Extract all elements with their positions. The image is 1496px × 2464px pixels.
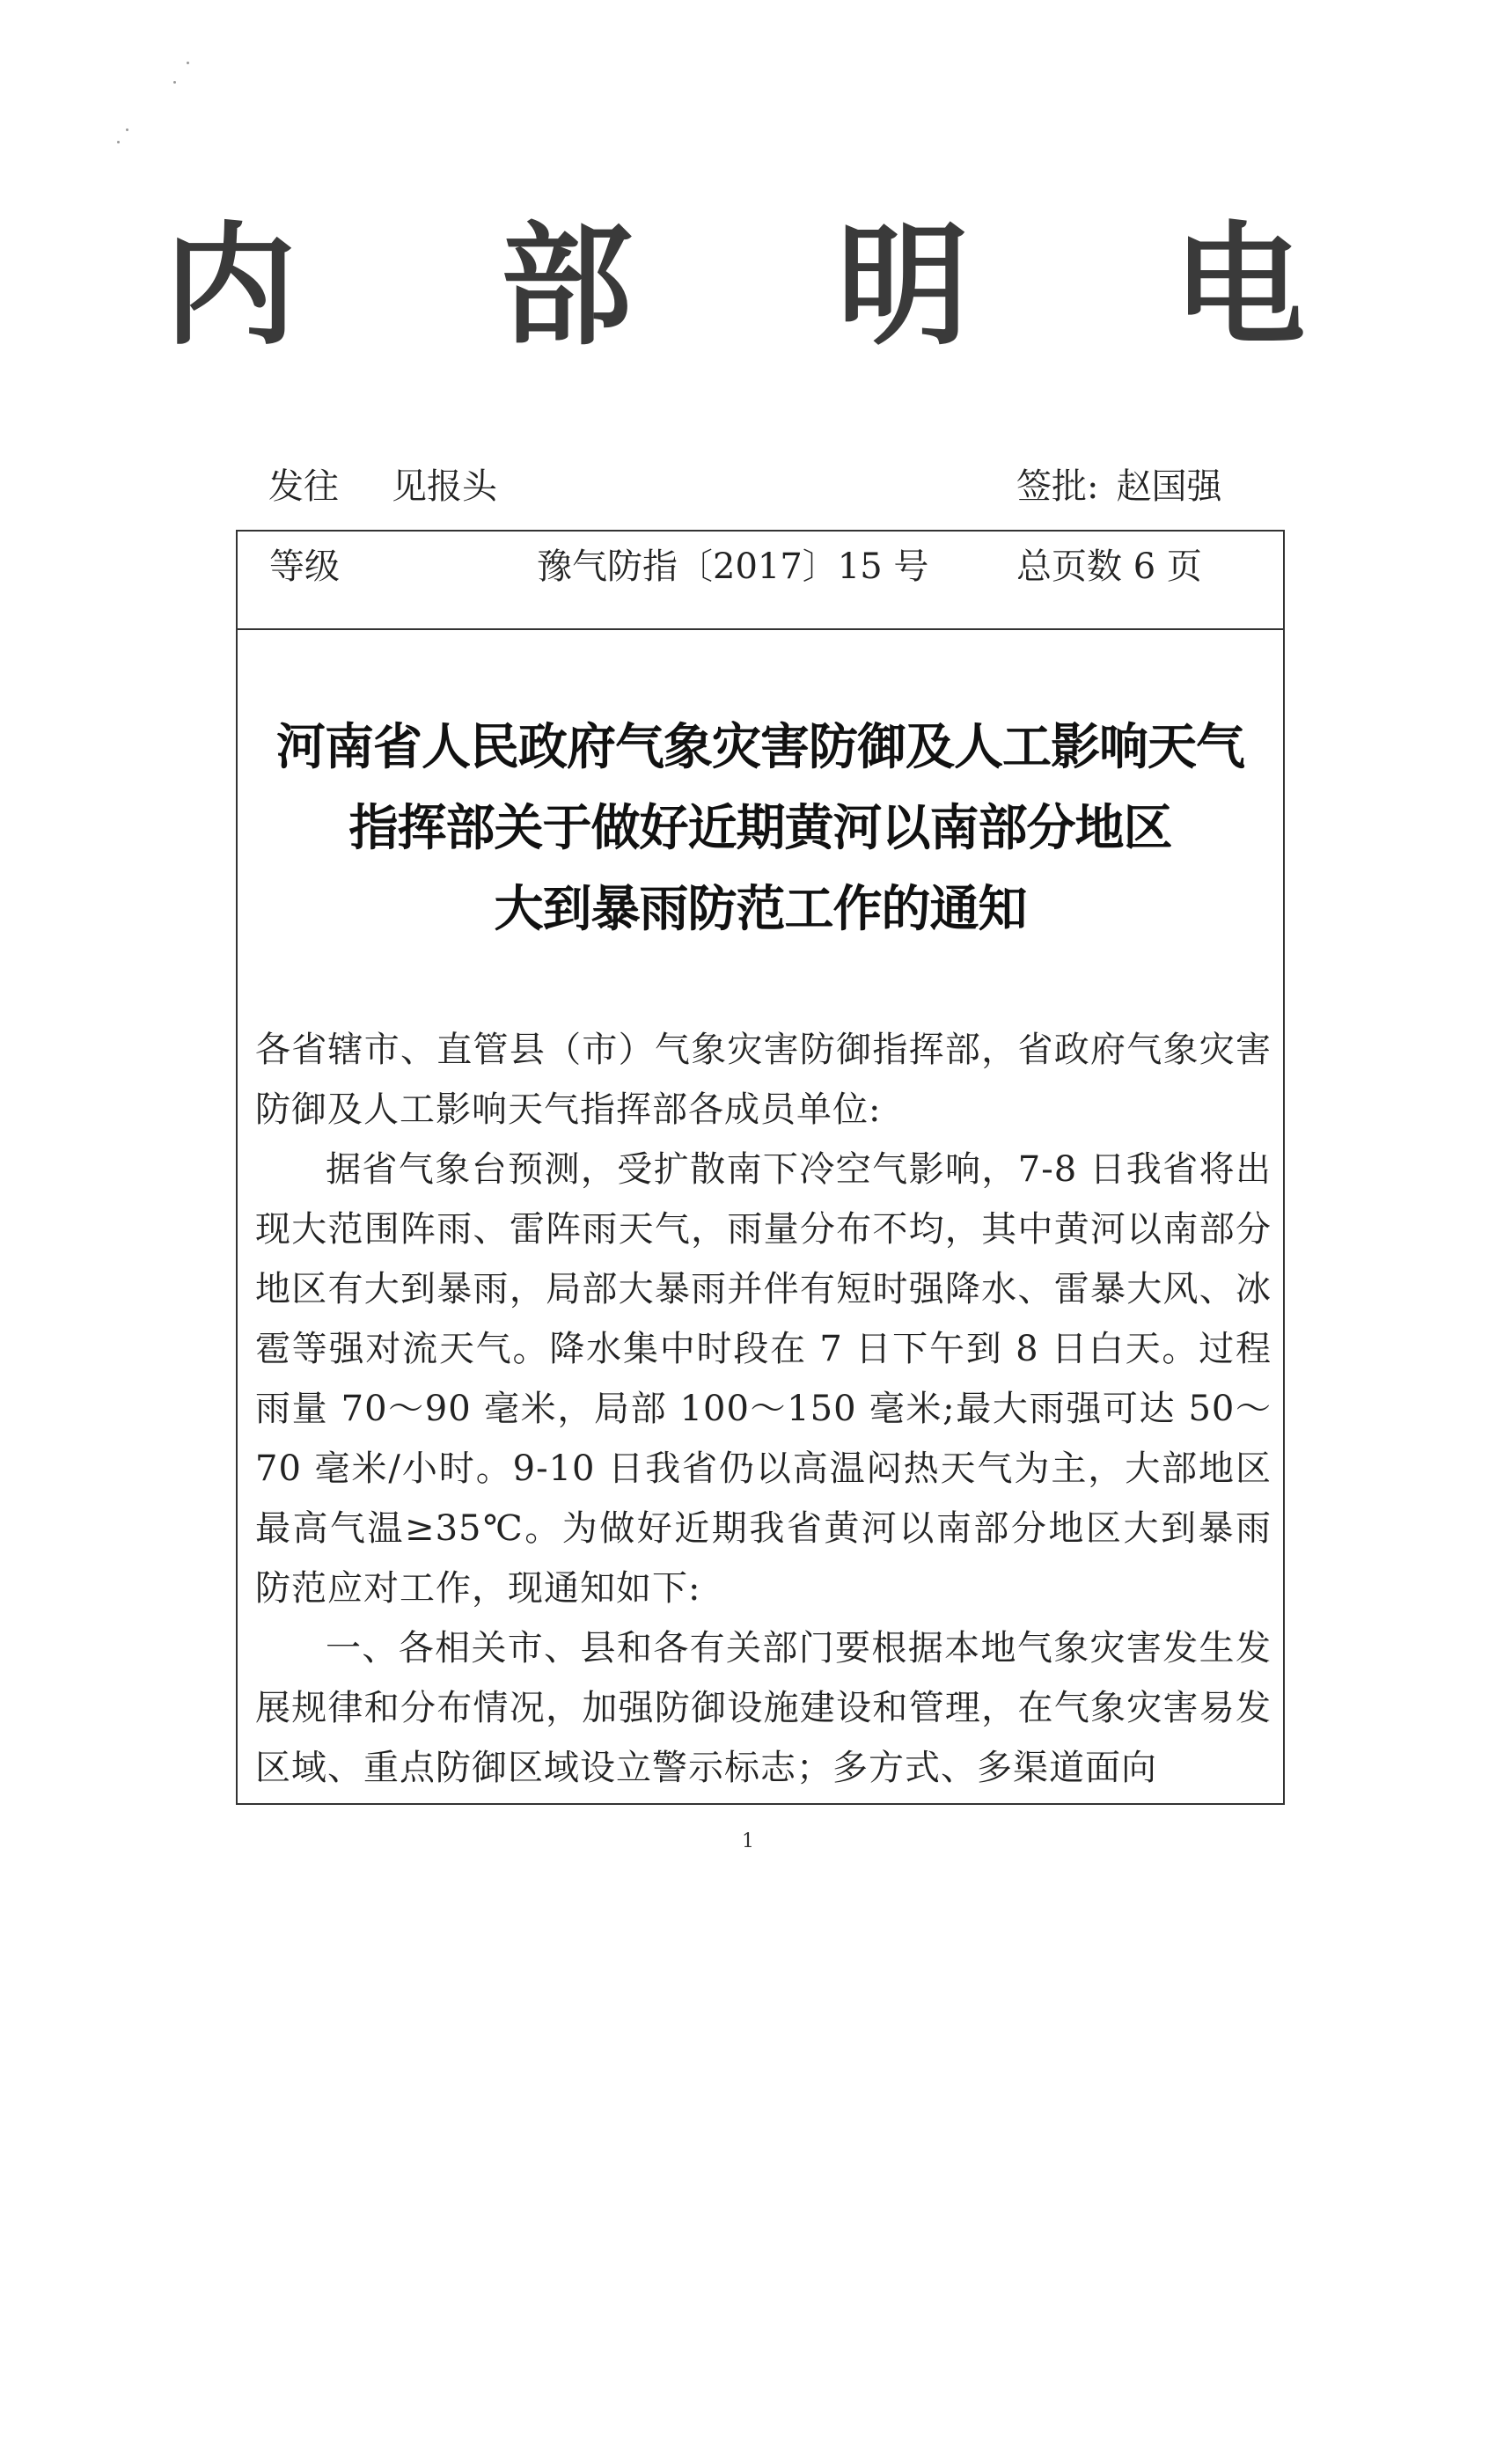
scan-speck [126,128,128,131]
approver-label: 签批: [1016,466,1099,507]
title-line-3: 大到暴雨防范工作的通知 [494,881,1027,938]
approver-value: 赵国强 [1116,466,1222,507]
scan-speck [117,141,120,143]
addressee-paragraph: 各省辖市、直管县（市）气象灾害防御指挥部，省政府气象灾害防御及人工影响天气指挥部各成员单位: [255,1030,1272,1130]
title-line-2: 指挥部关于做好近期黄河以南部分地区 [348,800,1172,857]
document-body [255,1020,1272,1794]
scan-speck [187,62,189,64]
header-row [238,532,1283,630]
document-title [238,708,1283,950]
body-paragraph-2: 一、各相关市、县和各有关部门要根据本地气象灾害发生发展规律和分布情况，加强防御设施建设和管理，在气象灾害易发区域、重点防御区域设立警示标志；多方式、多渠道面向 [255,1628,1272,1788]
scan-speck [173,81,176,84]
send-to-value: 见报头 [392,466,497,507]
page-number: 1 [742,1830,754,1852]
telegram-frame [236,530,1285,1805]
title-line-1: 河南省人民政府气象灾害防御及人工影响天气 [276,719,1244,776]
send-to [268,462,497,511]
body-paragraph-1: 据省气象台预测，受扩散南下冷空气影响，7-8 日我省将出现大范围阵雨、雷阵雨天气，雨量分布不均，其中黄河以南部分地区有大到暴雨，局部大暴雨并伴有短时强降水、雷暴大风、冰雹等强对流天气。降水集中时段在 7 日下午到 8 日白天。过程雨量 70～90 毫米，局部 100～150 毫米;最大雨强可达 50～70 毫米/小时。9-10 日我省仍以高温闷热天气为主，大部地区最高气温≥35℃。为做好近期我省黄河以南部分地区大到暴雨防范应对工作，现通知如下: [255,1149,1272,1609]
masthead-title: 内 部 明 电 [164,209,1385,363]
level-label: 等级 [269,546,340,587]
document-number: 豫气防指〔2017〕15 号 [537,546,929,587]
send-to-label: 发往 [268,466,339,507]
approver [1016,462,1221,511]
total-pages: 总页数 6 页 [1016,546,1202,587]
